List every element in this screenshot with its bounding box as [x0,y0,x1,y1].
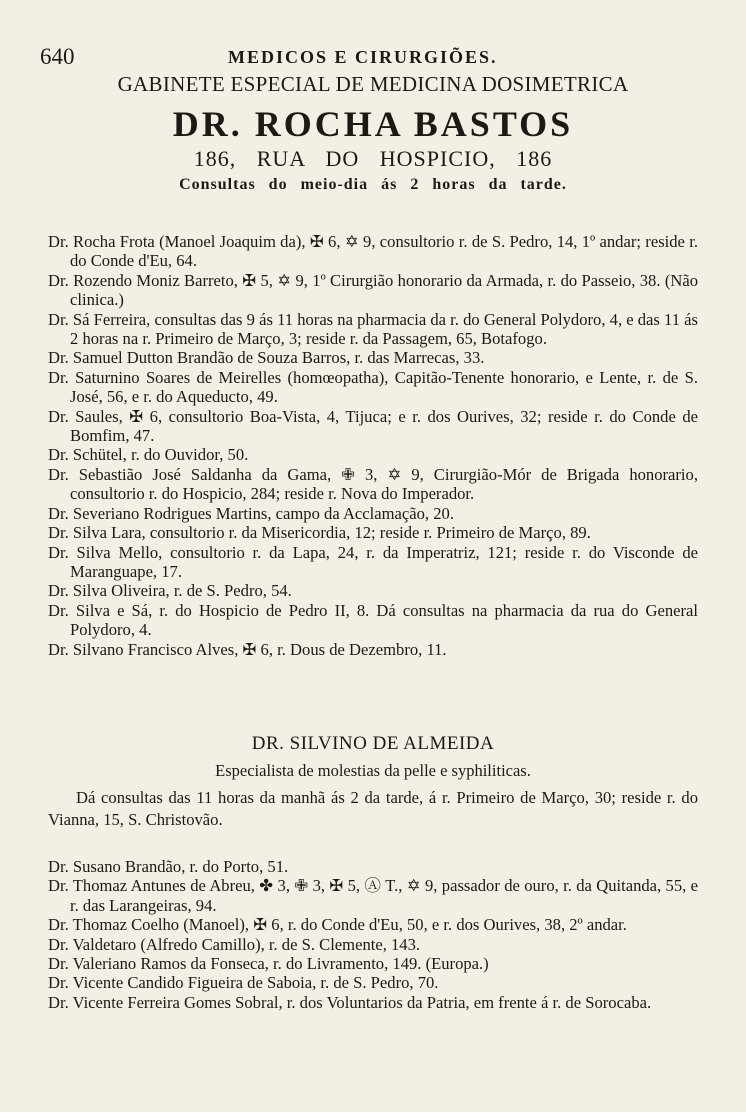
list-item: Dr. Silvano Francisco Alves, ✠ 6, r. Dous de Dezembro, 11. [48,639,447,659]
list-item: Dr. Thomaz Antunes de Abreu, ✤ 3, ✙ 3, ✠ 5, Ⓐ T., ✡ 9, passador de ouro, r. da Quitanda, 55, e r. das Larangeiras, 94. [48,876,698,915]
list-item: Dr. Rocha Frota (Manoel Joaquim da), ✠ 6, ✡ 9, consultorio r. de S. Pedro, 14, 1º andar; reside r. do Conde d'Eu, 64. [48,232,698,271]
page-number: 640 [40,44,75,69]
list-item: Dr. Valdetaro (Alfredo Camillo), r. de S. Clemente, 143. [48,934,421,954]
advert-cabinet-line: GABINETE ESPECIAL DE MEDICINA DOSIMETRICA [117,72,629,96]
advert-silvino-de-almeida [48,733,698,831]
list-item: Dr. Silva Mello, consultorio r. da Lapa, 24, r. da Imperatriz, 121; reside r. do Visconde de Maranguape, 17. [48,542,698,581]
doctor-list-a [48,232,698,659]
advert-subtitle: Especialista de molestias da pelle e syphiliticas. [215,761,531,780]
list-item: Dr. Samuel Dutton Brandão de Souza Barros, r. das Marrecas, 33. [48,348,485,368]
advert-address: 186, RUA DO HOSPICIO, 186 [193,146,553,171]
list-item: Dr. Saules, ✠ 6, consultorio Boa-Vista, 4, Tijuca; e r. dos Ourives, 32; reside r. do Conde de Bomfim, 47. [48,406,698,446]
list-item: Dr. Susano Brandão, r. do Porto, 51. [48,857,289,876]
list-item: Dr. Valeriano Ramos da Fonseca, r. do Livramento, 149. (Europa.) [48,954,489,974]
section-title: MEDICOS E CIRURGIÕES. [228,47,498,67]
list-item: Dr. Schütel, r. do Ouvidor, 50. [48,445,249,465]
doctor-list-b [48,857,698,1012]
list-item: Dr. Vicente Candido Figueira de Saboia, r. de S. Pedro, 70. [48,973,439,993]
advert-doctor-name: DR. ROCHA BASTOS [172,104,574,144]
advert-hours: Consultas do meio-dia ás 2 horas da tarde. [179,176,567,193]
list-item: Dr. Severiano Rodrigues Martins, campo da Acclamação, 20. [48,503,454,523]
list-item: Dr. Sá Ferreira, consultas das 9 ás 11 horas na pharmacia da r. do General Polydoro, 4, e das 11 ás 2 horas na r. Primeiro de Março, 3; reside r. da Passagem, 65, Botafogo. [48,309,698,349]
list-item: Dr. Sebastião José Saldanha da Gama, ✙ 3, ✡ 9, Cirurgião-Mór de Brigada honorario, consultorio r. do Hospicio, 284; reside r. Nova do Imperador. [48,464,698,504]
list-item: Dr. Rozendo Moniz Barreto, ✠ 5, ✡ 9, 1º Cirurgião honorario da Armada, r. do Passeio, 38. (Não clinica.) [48,270,698,310]
advert-text: Dá consultas das 11 horas da manhã ás 2 da tarde, á r. Primeiro de Março, 30; reside r. do Vianna, 15, S. Christovão. [48,788,698,829]
list-item: Dr. Saturnino Soares de Meirelles (homœopatha), Capitão-Tenente honorario, e Lente, r. de S. José, 56, e r. do Aqueducto, 49. [48,367,698,407]
list-item: Dr. Vicente Ferreira Gomes Sobral, r. dos Voluntarios da Patria, em frente á r. de Sorocaba. [48,992,652,1012]
list-item: Dr. Silva e Sá, r. do Hospicio de Pedro II, 8. Dá consultas na pharmacia da rua do General Polydoro, 4. [48,600,698,640]
list-item: Dr. Thomaz Coelho (Manoel), ✠ 6, r. do Conde d'Eu, 50, e r. dos Ourives, 38, 2º andar. [48,915,627,935]
list-item: Dr. Silva Oliveira, r. de S. Pedro, 54. [48,581,292,601]
list-item: Dr. Silva Lara, consultorio r. da Misericordia, 12; reside r. Primeiro de Março, 89. [48,523,591,543]
advert-title: DR. SILVINO DE ALMEIDA [251,733,495,754]
running-head [40,44,706,70]
